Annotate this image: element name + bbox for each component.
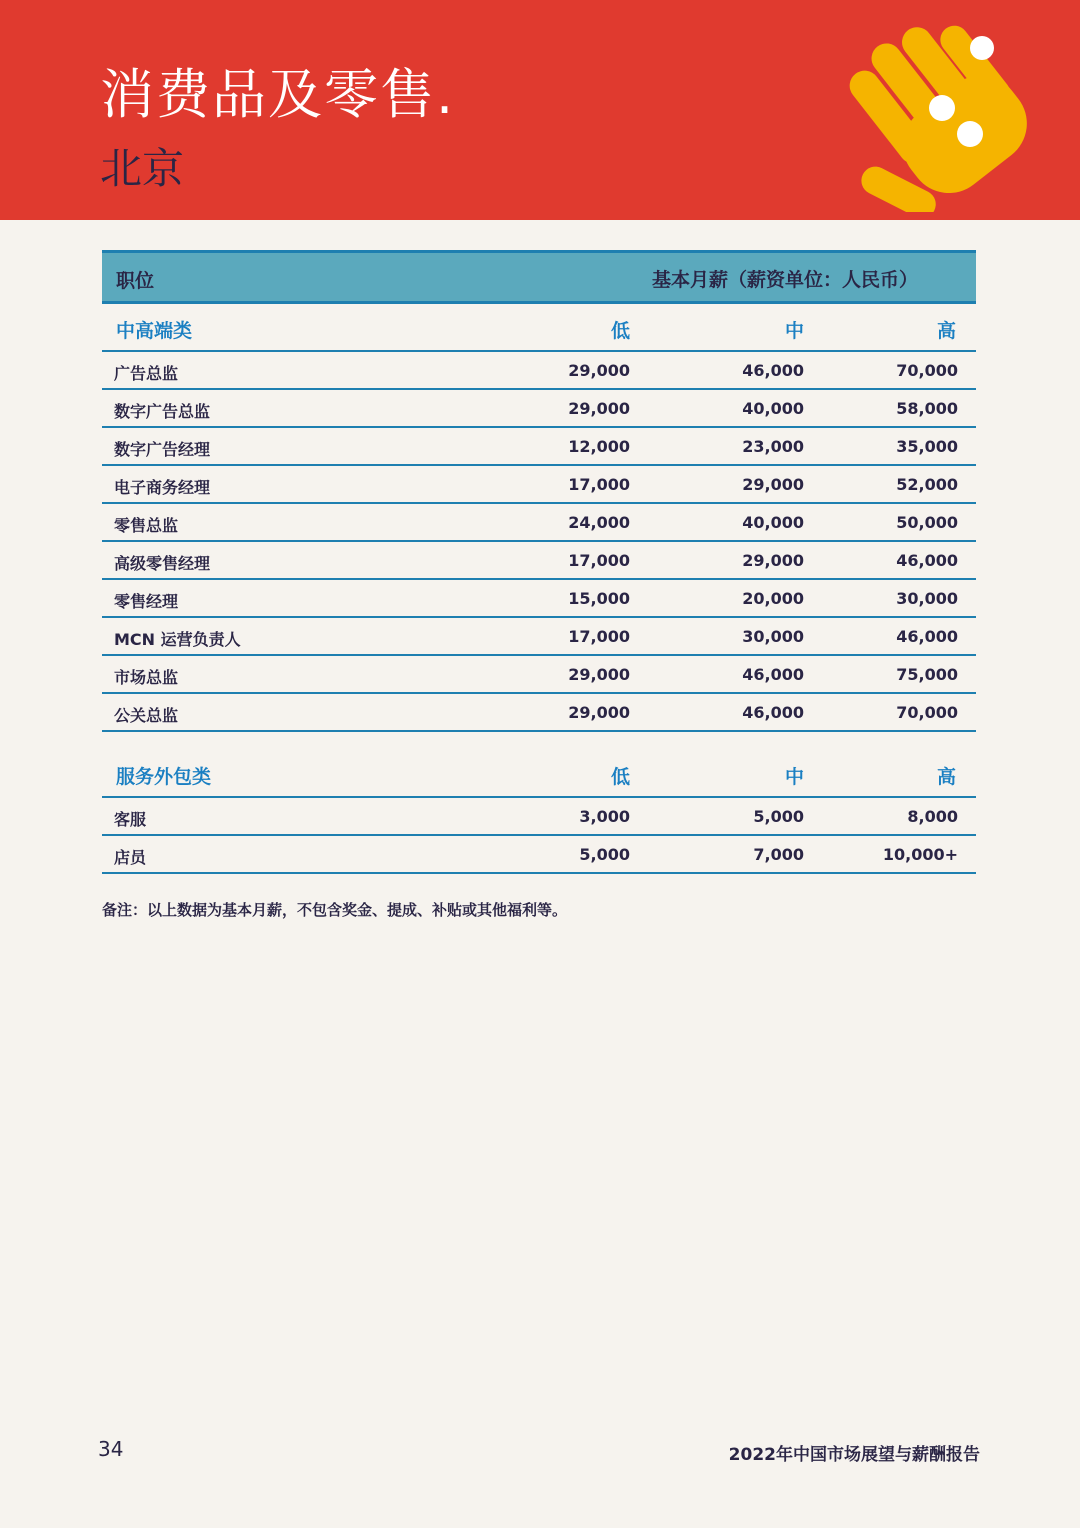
table-row — [102, 504, 976, 542]
low-header: 低 — [610, 320, 630, 342]
mid-value: 23,000 — [742, 437, 804, 456]
job-title: MCN 运营负责人 — [114, 630, 241, 649]
table-row — [102, 656, 976, 694]
page-title: 消费品及零售. — [100, 63, 456, 126]
mid-header: 中 — [784, 320, 804, 342]
mid-value: 29,000 — [742, 475, 804, 494]
high-value: 46,000 — [896, 551, 958, 570]
job-title: 店员 — [114, 848, 147, 867]
column-salary-header: 基本月薪（薪资单位：人民币） — [651, 269, 918, 291]
column-position-header: 职位 — [116, 270, 155, 292]
mid-header: 中 — [784, 766, 804, 788]
low-value: 29,000 — [568, 361, 630, 380]
job-title: 零售总监 — [114, 516, 179, 535]
low-value: 17,000 — [568, 551, 630, 570]
table-row — [102, 542, 976, 580]
low-value: 15,000 — [568, 589, 630, 608]
job-title: 市场总监 — [114, 668, 179, 687]
high-header: 高 — [936, 766, 956, 788]
high-value: 58,000 — [896, 399, 958, 418]
high-value: 70,000 — [896, 703, 958, 722]
table-row — [102, 798, 976, 836]
table-row — [102, 352, 976, 390]
high-value: 75,000 — [896, 665, 958, 684]
section-header-outsourcing — [102, 750, 976, 798]
table-row — [102, 618, 976, 656]
mid-value: 46,000 — [742, 703, 804, 722]
table-row — [102, 694, 976, 732]
mid-value: 46,000 — [742, 665, 804, 684]
high-value: 8,000 — [907, 807, 958, 826]
mid-value: 40,000 — [742, 513, 804, 532]
low-header: 低 — [610, 766, 630, 788]
high-header: 高 — [936, 320, 956, 342]
mid-value: 29,000 — [742, 551, 804, 570]
mid-value: 7,000 — [753, 845, 804, 864]
job-title: 电子商务经理 — [114, 478, 211, 497]
page-number: 34 — [98, 1437, 124, 1461]
job-title: 公关总监 — [114, 706, 179, 725]
low-value: 17,000 — [568, 627, 630, 646]
low-value: 5,000 — [579, 845, 630, 864]
low-value: 3,000 — [579, 807, 630, 826]
low-value: 24,000 — [568, 513, 630, 532]
low-value: 12,000 — [568, 437, 630, 456]
header-banner — [0, 0, 1080, 220]
salary-table — [102, 250, 976, 874]
section-name: 服务外包类 — [116, 766, 212, 788]
table-row — [102, 428, 976, 466]
mid-value: 46,000 — [742, 361, 804, 380]
high-value: 10,000+ — [882, 845, 958, 864]
high-value: 46,000 — [896, 627, 958, 646]
city-subtitle: 北京 — [100, 144, 185, 193]
low-value: 29,000 — [568, 665, 630, 684]
table-row — [102, 390, 976, 428]
table-row — [102, 466, 976, 504]
high-value: 50,000 — [896, 513, 958, 532]
job-title: 广告总监 — [114, 364, 179, 383]
low-value: 17,000 — [568, 475, 630, 494]
mid-value: 30,000 — [742, 627, 804, 646]
mid-value: 40,000 — [742, 399, 804, 418]
job-title: 数字广告总监 — [114, 402, 211, 421]
job-title: 零售经理 — [114, 592, 179, 611]
footnote: 备注：以上数据为基本月薪，不包含奖金、提成、补贴或其他福利等。 — [102, 901, 568, 919]
job-title: 高级零售经理 — [114, 554, 211, 573]
job-title: 数字广告经理 — [114, 440, 211, 459]
low-value: 29,000 — [568, 399, 630, 418]
high-value: 52,000 — [896, 475, 958, 494]
mid-value: 5,000 — [753, 807, 804, 826]
table-header — [102, 250, 976, 304]
table-row — [102, 580, 976, 618]
job-title: 客服 — [114, 810, 147, 829]
high-value: 70,000 — [896, 361, 958, 380]
mid-value: 20,000 — [742, 589, 804, 608]
section-header-mid-high — [102, 304, 976, 352]
high-value: 30,000 — [896, 589, 958, 608]
hand-wave-icon — [830, 22, 1040, 212]
table-row — [102, 836, 976, 874]
low-value: 29,000 — [568, 703, 630, 722]
section-name: 中高端类 — [116, 320, 193, 342]
report-title: 2022年中国市场展望与薪酬报告 — [728, 1445, 980, 1465]
high-value: 35,000 — [896, 437, 958, 456]
